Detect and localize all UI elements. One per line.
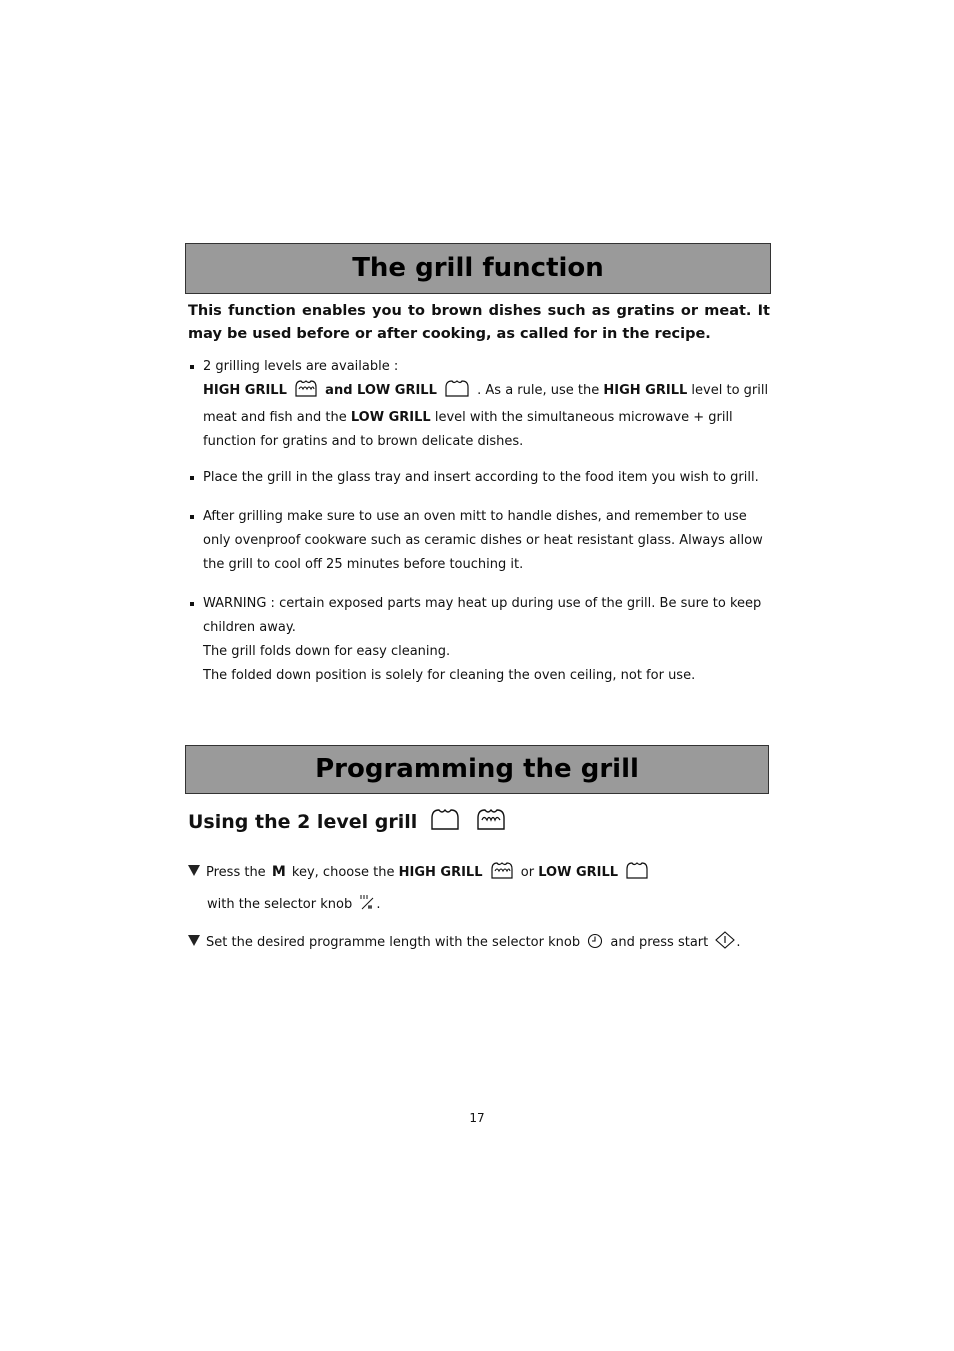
bullet-grill-levels bbox=[188, 355, 770, 454]
high-grill-icon bbox=[294, 379, 318, 406]
step-text: and press start bbox=[610, 935, 709, 950]
m-key-label: M bbox=[271, 864, 286, 880]
bullet-text: . As a rule, use the bbox=[477, 383, 600, 398]
subheading-text: Using the 2 level grill bbox=[188, 811, 418, 833]
high-grill-icon bbox=[490, 861, 514, 890]
bullet-text: level to grill meat and fish and the bbox=[203, 383, 769, 425]
low-grill-label: LOW GRILL bbox=[350, 410, 431, 425]
step-text: Set the desired programme length with the selector knob bbox=[206, 935, 581, 950]
bullet-after-grilling bbox=[188, 505, 770, 577]
bullet-marker bbox=[190, 602, 194, 606]
step-text: or bbox=[520, 865, 535, 880]
fold-text: The grill folds down for easy cleaning. bbox=[203, 644, 451, 659]
bullet-marker bbox=[190, 515, 194, 519]
step-text: . bbox=[736, 935, 741, 950]
step-text: with the selector knob bbox=[207, 897, 353, 912]
bullet-text: 2 grilling levels are available : bbox=[203, 359, 399, 374]
bullet-grill-placement bbox=[188, 466, 770, 490]
low-grill-icon bbox=[625, 861, 649, 890]
step-text: . bbox=[376, 897, 381, 912]
step-marker-icon bbox=[188, 865, 200, 876]
bullet-marker bbox=[190, 365, 194, 369]
step-select-grill bbox=[188, 858, 788, 922]
timer-knob-icon bbox=[587, 931, 603, 960]
step-marker-icon bbox=[188, 935, 200, 946]
step-text: Press the bbox=[206, 865, 266, 880]
programming-grill-banner bbox=[185, 745, 769, 794]
low-grill-icon bbox=[430, 808, 460, 835]
folded-position-text: The folded down position is solely for cleaning the oven ceiling, not for use. bbox=[203, 668, 696, 683]
low-grill-label: and LOW GRILL bbox=[325, 383, 437, 398]
bullet-warning bbox=[188, 592, 770, 688]
intro-paragraph: This function enables you to brown dishes such as gratins or meat. It may be used before or after cooking, as called for in the recipe. bbox=[188, 303, 770, 342]
page-number: 17 bbox=[469, 1111, 485, 1125]
low-grill-label: LOW GRILL bbox=[538, 865, 619, 880]
bullet-text: Place the grill in the glass tray and insert according to the food item you wish to grill. bbox=[203, 470, 759, 485]
grill-function-banner bbox=[185, 243, 771, 294]
step-text: key, choose the bbox=[291, 865, 395, 880]
high-grill-label: HIGH GRILL bbox=[603, 383, 688, 398]
subheading bbox=[188, 808, 509, 835]
section-title: The grill function bbox=[352, 253, 604, 283]
selector-knob-icon bbox=[358, 893, 376, 922]
high-grill-icon bbox=[476, 808, 506, 835]
warning-text: WARNING : certain exposed parts may heat up during use of the grill. Be sure to keep children away. bbox=[203, 596, 762, 635]
high-grill-label: HIGH GRILL bbox=[203, 383, 287, 398]
bullet-text: After grilling make sure to use an oven mitt to handle dishes, and remember to use only ovenproof cookware such as ceramic dishes or heat resistant glass. Always allow the grill to cool off 25 minutes before touching it. bbox=[203, 509, 763, 572]
bullet-marker bbox=[190, 476, 194, 480]
high-grill-label: HIGH GRILL bbox=[398, 865, 483, 880]
low-grill-icon bbox=[444, 379, 470, 406]
section-title: Programming the grill bbox=[315, 754, 639, 784]
start-icon bbox=[715, 931, 735, 960]
step-set-length bbox=[188, 928, 788, 960]
bullet-text: level with the simultaneous microwave + grill function for gratins and to brown delicate dishes. bbox=[203, 410, 733, 449]
